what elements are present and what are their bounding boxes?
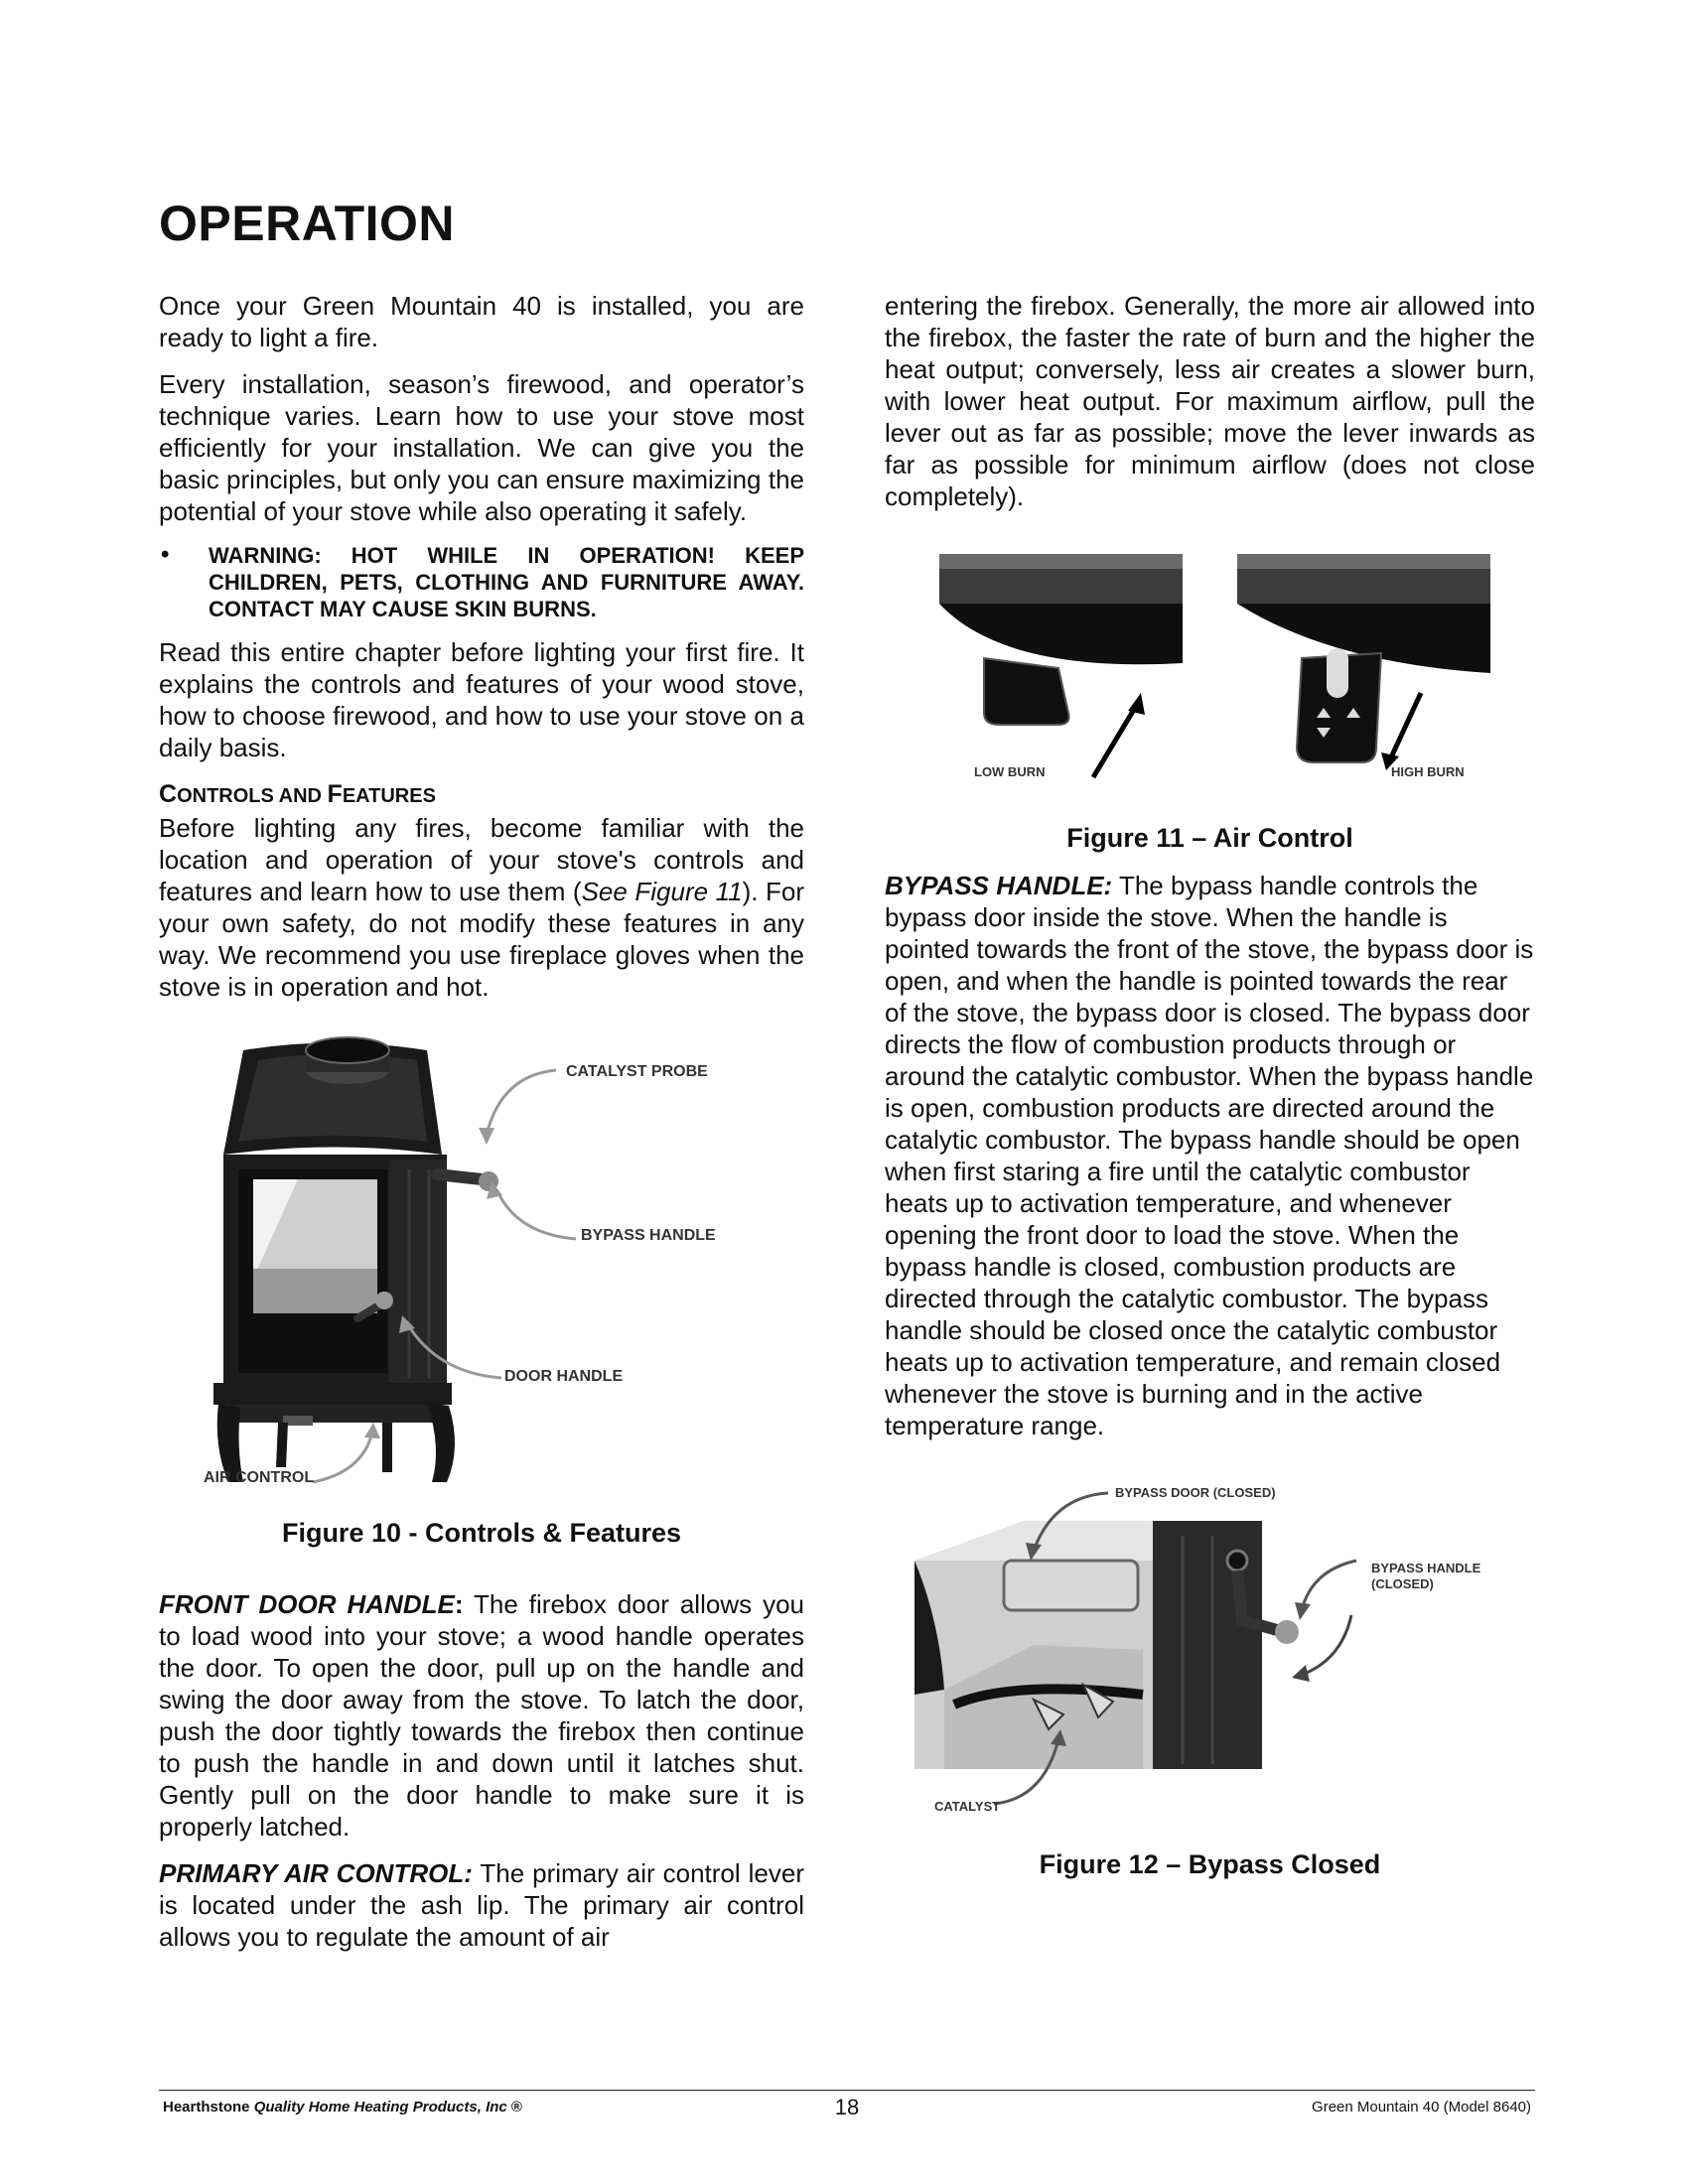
air-control-illustration bbox=[885, 544, 1535, 792]
left-column bbox=[159, 290, 804, 1968]
page-footer bbox=[159, 2090, 1535, 2119]
callout-air-control: AIR CONTROL bbox=[204, 1469, 315, 1486]
primary-air-paragraph bbox=[159, 1857, 804, 1953]
bypass-handle-paragraph bbox=[885, 870, 1535, 1441]
front-door-text: The firebox door allows you to load wood into your stove; a wood handle operates the door. To open the door, pull up on the handle and swing the door away from the stove. To latch the door, push the door tightly towards the firebox then continue to push the handle in and down until it latches shut. Gently pull on the door handle to make sure it is properly latched. bbox=[159, 1589, 804, 1842]
front-door-lead: FRONT DOOR HANDLE bbox=[159, 1589, 455, 1619]
page-title: OPERATION bbox=[159, 196, 456, 251]
figure-11 bbox=[885, 544, 1535, 792]
figure-10-caption: Figure 10 - Controls & Features bbox=[281, 1518, 682, 1548]
figure-reference: See Figure 11 bbox=[581, 877, 743, 906]
callout-bypass-handle: BYPASS HANDLE bbox=[581, 1227, 716, 1244]
bypass-handle-text: The bypass handle controls the bypass door inside the stove. When the handle is pointed towards the front of the stove, the bypass door is open, and when the handle is pointed towards the rear of the stove, the bypass door is closed. The bypass door directs the flow of combustion products through or around the catalytic combustor. When the bypass handle is open, combustion products are directed around the catalytic combustor. The bypass handle should be open when first staring a fire until the catalytic combustor heats up to activation temperature, and whenever opening the front door to load the stove. When the bypass handle is closed, combustion products are directed through the catalytic combustor. The bypass handle should be closed once the catalytic combustor heats up to activation temperature, and remain closed whenever the stove is burning and in the active temperature range. bbox=[885, 871, 1534, 1440]
callout-catalyst: CATALYST bbox=[934, 1799, 1001, 1814]
warning-text: WARNING: HOT WHILE IN OPERATION! KEEP CHILDREN, PETS, CLOTHING AND FURNITURE AWAY. CONTACT MAY CAUSE SKIN BURNS. bbox=[209, 543, 804, 621]
controls-text: Before lighting any fires, become familiar with the location and operation of your stove's controls and features and learn how to use them ( bbox=[159, 813, 804, 906]
figure-12-caption: Figure 12 – Bypass Closed bbox=[1039, 1849, 1381, 1879]
stove-illustration bbox=[159, 1030, 804, 1497]
primary-air-lead: PRIMARY AIR CONTROL: bbox=[159, 1858, 473, 1888]
right-column bbox=[885, 290, 1535, 1880]
bypass-closed-illustration bbox=[885, 1481, 1535, 1829]
callout-high-burn: HIGH BURN bbox=[1391, 764, 1465, 779]
callout-door-handle: DOOR HANDLE bbox=[504, 1368, 624, 1385]
page-number: 18 bbox=[834, 2095, 860, 2119]
bullet-icon: • bbox=[161, 541, 170, 568]
callout-bypass-handle-closed: BYPASS HANDLE bbox=[1371, 1561, 1481, 1575]
figure-11-caption: Figure 11 – Air Control bbox=[1066, 823, 1353, 853]
intro-paragraph-2: Every installation, season’s firewood, and operator’s technique varies. Learn how to use your stove most efficiently for your installation. We can give you the basic principles, but only you can ensure maximizing the potential of your stove while also operating it safely. bbox=[159, 369, 804, 526]
controls-features-heading bbox=[159, 778, 804, 812]
read-chapter-paragraph: Read this entire chapter before lighting your first fire. It explains the controls and features of your wood stove, how to choose firewood, and how to use your stove on a daily basis. bbox=[159, 637, 804, 762]
figure-10 bbox=[159, 1030, 804, 1497]
warning-bullet bbox=[159, 542, 804, 622]
heading-rest: EATURES bbox=[342, 785, 436, 807]
air-control-continued: entering the firebox. Generally, the more air allowed into the firebox, the faster the rate of burn and the higher the heat output; conversely, less air creates a slower burn, with lower heat output. For maximum airflow, pull the lever out as far as possible; move the lever inwards as far as possible for minimum airflow (does not close completely). bbox=[885, 291, 1535, 511]
heading-cap: C bbox=[159, 780, 178, 808]
callout-low-burn: LOW BURN bbox=[974, 764, 1046, 779]
bypass-handle-lead: BYPASS HANDLE: bbox=[885, 871, 1113, 900]
controls-text: ). For your own safety, do not modify these features in any way. We recommend you use fireplace gloves when the stove is in operation and hot. bbox=[159, 877, 804, 1002]
registered-mark: ® bbox=[506, 2099, 522, 2116]
callout-bypass-door: BYPASS DOOR (CLOSED) bbox=[1115, 1485, 1276, 1500]
intro-paragraph-1: Once your Green Mountain 40 is installed, you are ready to light a fire. bbox=[159, 291, 804, 352]
company-tagline: Quality Home Heating Products, Inc bbox=[253, 2099, 507, 2116]
callout-catalyst-probe: CATALYST PROBE bbox=[566, 1063, 708, 1080]
heading-cap: F bbox=[327, 780, 343, 808]
heading-rest: ONTROLS AND bbox=[177, 785, 328, 807]
callout-bypass-handle-closed-2: (CLOSED) bbox=[1371, 1576, 1434, 1591]
lead-colon: : bbox=[454, 1589, 464, 1619]
figure-12 bbox=[885, 1481, 1535, 1829]
controls-paragraph bbox=[159, 812, 804, 1003]
footer-model: Green Mountain 40 (Model 8640) bbox=[1312, 2099, 1531, 2116]
primary-air-text: The primary air control lever is located under the ash lip. The primary air control allows you to regulate the amount of air bbox=[159, 1858, 804, 1952]
front-door-paragraph bbox=[159, 1588, 804, 1843]
company-name: Hearthstone bbox=[163, 2099, 250, 2116]
